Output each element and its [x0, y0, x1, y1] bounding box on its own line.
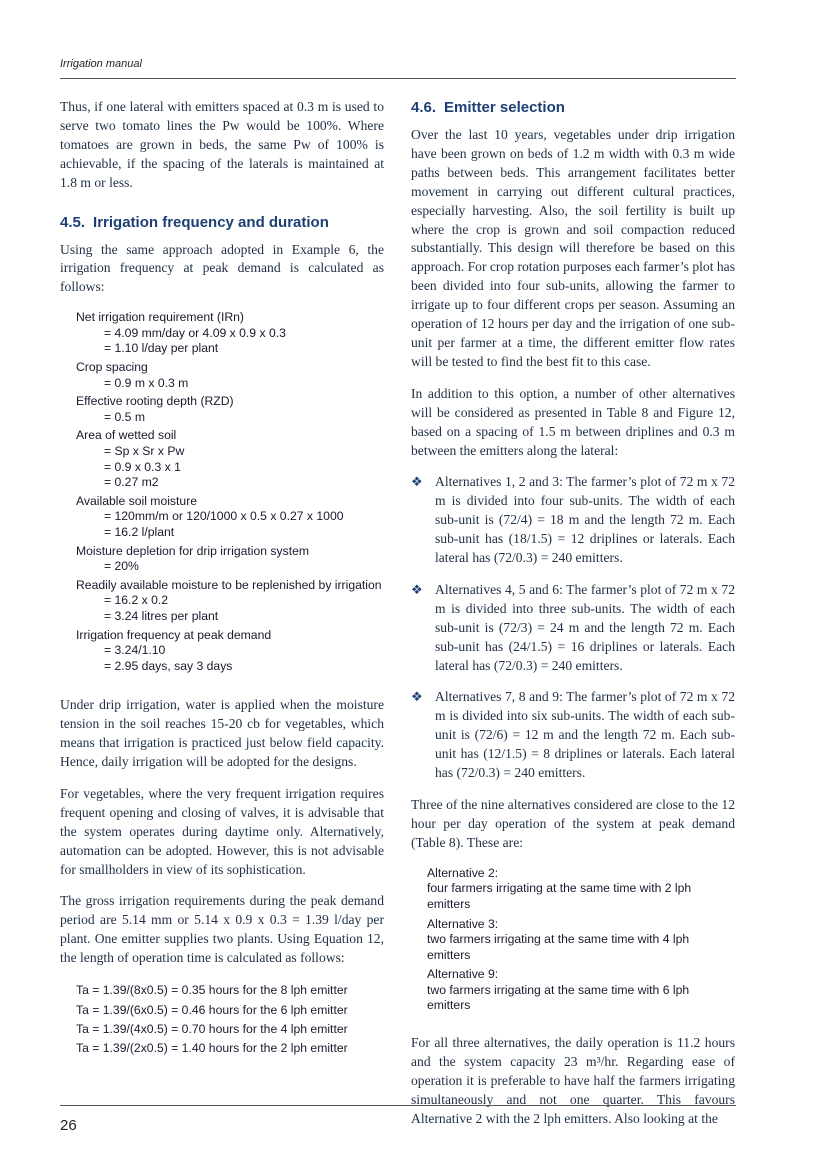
- calc-label: Moisture depletion for drip irrigation system: [76, 543, 310, 558]
- calc-label: Area of wetted soil: [76, 428, 177, 443]
- bullet-text: Alternatives 4, 5 and 6: The farmer’s plot of 72 m x 72 m is divided into three sub-units. The width of each sub-unit is (72/3) = 24 m and the length 72 m. Each sub-unit has (24/1.5) = 16 driplines or laterals. Each lateral has (72/0.3) = 240 emitters.: [435, 581, 735, 673]
- calc-line: = 16.2 l/plant: [104, 524, 175, 539]
- list-item: [427, 866, 735, 913]
- diamond-bullet-icon: ❖: [411, 474, 423, 490]
- section-number: 4.6.: [411, 99, 437, 116]
- emitter-paragraph-3: Three of the nine alternatives considered are close to the 12 hour per day operation of the system at peak demand (Table 8). These are:: [411, 797, 735, 850]
- drip-paragraph: Under drip irrigation, water is applied when the moisture tension in the soil reaches 15-20 cb for vegetables, which means that irrigation is practiced just below field capacity. Hence, daily irrigation will be adopted for the designs.: [60, 697, 384, 770]
- calc-line: = 2.95 days, say 3 days: [104, 658, 233, 673]
- gross-requirement-paragraph: The gross irrigation requirements during the peak demand period are 5.14 mm or 5.14 x 0.9 x 0.3 = 1.39 l/day per plant. One emitter supplies two plants. Using Equation 12, the length of operation time is calculated as follows:: [60, 893, 384, 966]
- section-title: Irrigation frequency and duration: [93, 213, 329, 231]
- intro-paragraph: Thus, if one lateral with emitters spaced at 0.3 m is used to serve two tomato lines the Pw would be 100%. Where tomatoes are grown in beds, the same Pw of 100% is achievable, if the spacing of the laterals is maintained at 1.8 m or less.: [60, 99, 384, 190]
- diamond-bullet-icon: ❖: [411, 581, 423, 597]
- calc-line: = 0.27 m2: [104, 475, 159, 490]
- section-heading-4-6: [411, 98, 735, 118]
- calc-line: = 0.9 x 0.3 x 1: [104, 459, 181, 474]
- calculation-block: [76, 310, 384, 674]
- selected-alternatives-block: [427, 866, 735, 1014]
- header-rule: [60, 78, 736, 79]
- page-number: 26: [60, 1117, 77, 1134]
- calc-label: Irrigation frequency at peak demand: [76, 627, 272, 642]
- calc-line: = 3.24 litres per plant: [104, 608, 219, 623]
- alternative-name: Alternative 2:: [427, 865, 499, 880]
- calc-line: = 0.9 m x 0.3 m: [104, 375, 189, 390]
- approach-paragraph: Using the same approach adopted in Example 6, the irrigation frequency at peak demand is calculated as follows:: [60, 241, 384, 295]
- emitter-paragraph-2: In addition to this option, a number of other alternatives will be considered as presented in Table 8 and Figure 12, based on a spacing of 1.5 m between driplines and 0.3 m between the emitters along the lateral:: [411, 385, 735, 458]
- calc-line: = 16.2 x 0.2: [104, 593, 169, 608]
- calc-label: Effective rooting depth (RZD): [76, 394, 234, 409]
- operation-time-line: Ta = 1.39/(8x0.5) = 0.35 hours for the 8 lph emitter: [76, 983, 348, 998]
- alternative-name: Alternative 9:: [427, 967, 499, 982]
- calc-label: Crop spacing: [76, 360, 148, 375]
- list-item: [427, 917, 735, 964]
- bullet-text: Alternatives 7, 8 and 9: The farmer’s plot of 72 m x 72 m is divided into six sub-units. The width of each sub-unit is (72/6) = 12 m and the length 72 m. Each sub-unit has (12/1.5) = 8 driplines or laterals. Each lateral has (72/0.3) = 240 emitters.: [435, 689, 735, 781]
- operation-time-block: [76, 981, 384, 1059]
- running-header: Irrigation manual: [60, 58, 142, 70]
- list-item: [427, 967, 735, 1014]
- calc-line: = 20%: [104, 559, 139, 574]
- section-title: Emitter selection: [444, 99, 565, 116]
- calc-label: Net irrigation requirement (IRn): [76, 310, 244, 325]
- calc-line: = 120mm/m or 120/1000 x 0.5 x 0.27 x 1000: [104, 509, 344, 524]
- calc-line: = 4.09 mm/day or 4.09 x 0.9 x 0.3: [104, 325, 286, 340]
- right-column: [411, 98, 735, 1142]
- alternatives-bullet-list: [411, 473, 735, 783]
- calc-line: = 0.5 m: [104, 409, 145, 424]
- list-item: [411, 581, 735, 676]
- calc-line: = 1.10 l/day per plant: [104, 341, 219, 356]
- operation-time-line: Ta = 1.39/(2x0.5) = 1.40 hours for the 2 lph emitter: [76, 1041, 348, 1056]
- alternative-description: two farmers irrigating at the same time with 6 lph emitters: [427, 982, 690, 1013]
- calc-label: Readily available moisture to be replenished by irrigation: [76, 577, 382, 592]
- operation-time-line: Ta = 1.39/(4x0.5) = 0.70 hours for the 4 lph emitter: [76, 1021, 348, 1036]
- alternative-description: two farmers irrigating at the same time with 4 lph emitters: [427, 932, 690, 962]
- emitter-paragraph-1: Over the last 10 years, vegetables under drip irrigation have been grown on beds of 1.2 m width with 0.3 m wide paths between beds. This arrangement facilitates better movement in carrying out different cultural practices, especially harvesting. Also, the soil fertility is built up where the crop is grown and soil compaction reduced substantially. This design will therefore be based on this approach. For crop rotation purposes each farmer’s plot has been divided into four sub-units, allowing the farmer to irrigate up to four different crops per season. Assuming an operation of 12 hours per day and the irrigation of one sub-unit per farmer at a time, the different emitter flow rates will be tested to find the best fit to this case.: [411, 127, 736, 369]
- list-item: [411, 473, 735, 568]
- alternative-name: Alternative 3:: [427, 916, 499, 931]
- calc-line: = 3.24/1.10: [104, 643, 166, 658]
- calc-label: Available soil moisture: [76, 493, 198, 508]
- list-item: [411, 688, 735, 783]
- calc-line: = Sp x Sr x Pw: [104, 444, 185, 458]
- emitter-paragraph-4: For all three alternatives, the daily operation is 11.2 hours and the system capacity 23 m³/hr. Regarding ease of operation it is preferable to have half the farmers irrigating simultaneously and not one quarter. This favours Alternative 2 with the 2 lph emitters. Also looking at the: [411, 1035, 735, 1126]
- left-column: [60, 98, 384, 1059]
- section-heading-4-5: [60, 213, 384, 233]
- alternative-description: four farmers irrigating at the same time with 2 lph emitters: [427, 881, 692, 911]
- operation-time-line: Ta = 1.39/(6x0.5) = 0.46 hours for the 6 lph emitter: [76, 1002, 348, 1017]
- section-number: 4.5.: [60, 213, 86, 231]
- diamond-bullet-icon: ❖: [411, 689, 423, 705]
- vegetables-paragraph: For vegetables, where the very frequent irrigation requires frequent opening and closing of valves, it is advisable that the system operates during daytime only. Alternatively, automation can be adopted. However, this is not advisable for smallholders in view of its sophistication.: [60, 785, 384, 877]
- footer-rule: [60, 1105, 736, 1106]
- bullet-text: Alternatives 1, 2 and 3: The farmer’s plot of 72 m x 72 m is divided into four sub-units. The width of each sub-unit is (72/4) = 18 m and the length 72 m. Each sub-unit has (18/1.5) = 12 driplines or laterals. Each lateral has (72/0.3) = 240 emitters.: [435, 474, 735, 566]
